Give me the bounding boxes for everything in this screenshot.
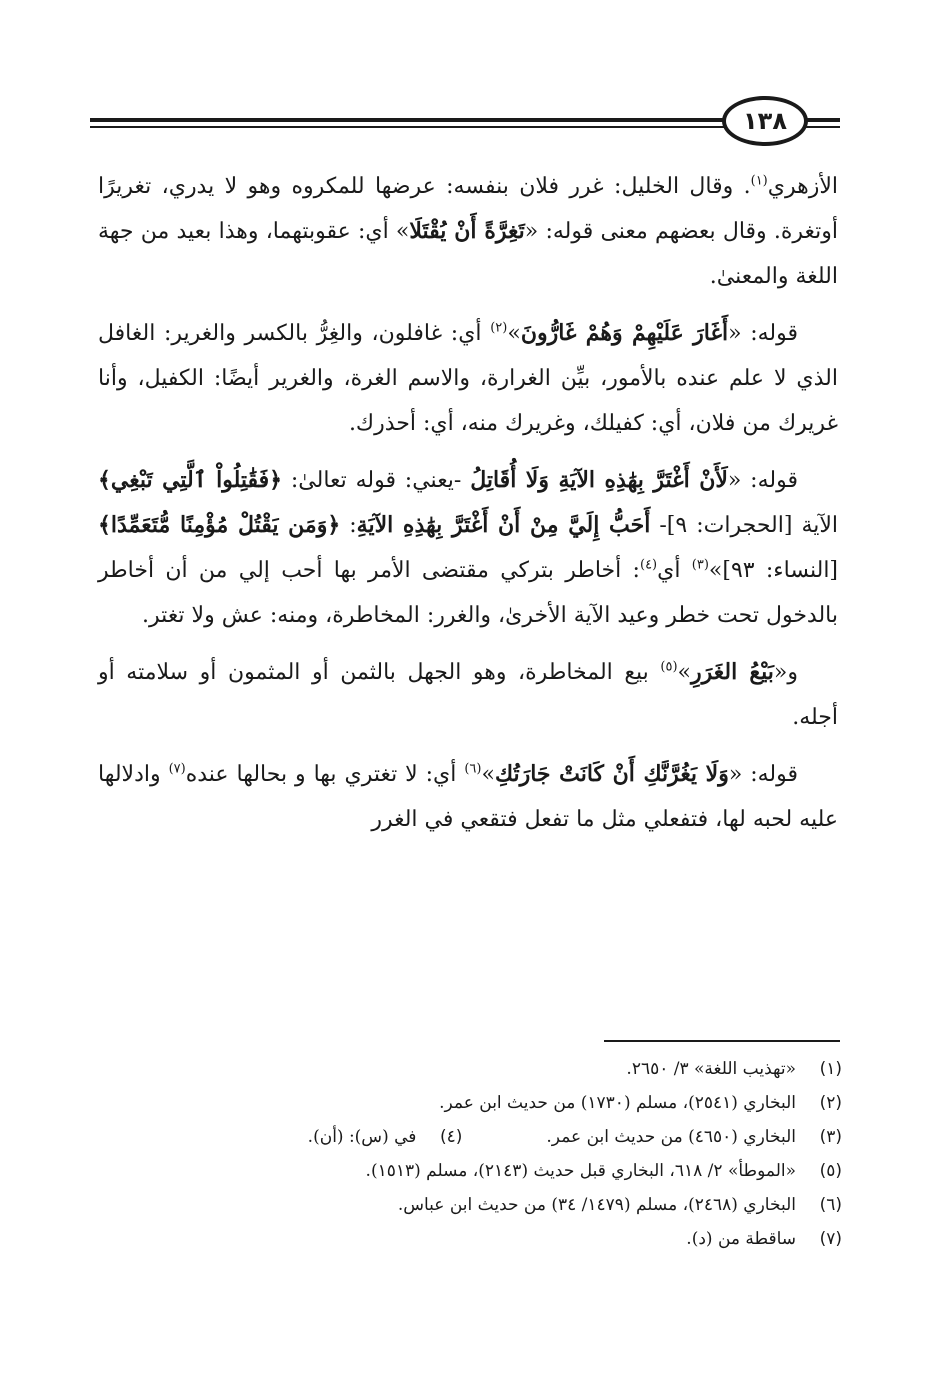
header-rule-right-thin [805, 126, 840, 128]
header-rule-thin [90, 126, 730, 128]
paragraph [98, 752, 838, 842]
text-run: : [340, 513, 357, 538]
footnote-text: «الموطأ» ٢/ ٦١٨، البخاري قبل حديث (٢١٤٣)، مسلم (١٥١٣). [365, 1161, 796, 1181]
footnote [98, 1188, 842, 1222]
footnote-text: البخاري (٤٦٥٠) من حديث ابن عمر. [546, 1127, 796, 1147]
text-run: » أي: عقوبتهما، وهذا بعيد من جهة اللغة والمعنىٰ. [98, 219, 838, 289]
footnote-number: (٣) [819, 1127, 842, 1147]
header-rule-right [805, 118, 840, 122]
text-run: الآية [الحجرات: ٩]- [650, 513, 839, 538]
paragraph [98, 164, 838, 299]
quoted-text: أَغَارَ عَلَيْهِمْ وَهُمْ غَارُّونَ [520, 320, 729, 346]
text-run: قوله: « [728, 321, 798, 346]
quoted-text: بَيْعُ الغَرَرِ [691, 659, 774, 685]
footnotes [98, 1052, 842, 1256]
text-run: وادلالها عليه لحبه لها، فتفعلي مثل ما تفعل فتقعي في الغرر [98, 762, 838, 832]
quoted-text: أَحَبُّ إِلَيَّ مِنْ أَنْ أَغْتَرَّ بِهَٰذِهِ الآيَةِ [356, 512, 651, 538]
footnote [98, 1120, 842, 1154]
quoted-text: ﴿فَقَٰتِلُواْ ٱلَّتِي تَبْغِي﴾ [98, 467, 283, 493]
header-rule [90, 118, 730, 122]
footnote-ref: (١) [750, 173, 768, 189]
paragraph [98, 311, 838, 446]
footnote-text: البخاري (٢٤٦٨)، مسلم (١٤٧٩/ ٣٤) من حديث ابن عباس. [397, 1195, 796, 1215]
text-run: و« [773, 660, 798, 685]
text-run: أي: لا تغتري بها و بحالها عنده [185, 762, 465, 787]
footnote-ref: (٤) [639, 557, 658, 573]
footnote-text: ساقطة من (د). [686, 1229, 796, 1249]
paragraph [98, 458, 838, 638]
text-run: أي: غافلون، والغِرُّ بالكسر والغرير: الغافل الذي لا علم عنده بالأمور، بيِّن الغرارة، والاسم الغرة، والغرير أيضًا: الكفيل، وأنا غريرك من فلان، أي: كفيلك، وغريرك منه، أي: أحذرك. [98, 321, 838, 436]
footnote-number: (٥) [819, 1161, 842, 1181]
footnote-separator [604, 1040, 840, 1042]
page-header [90, 96, 840, 156]
text-run: . وقال الخليل: غرر فلان بنفسه: عرضها للمكروه وهو لا يدري، تغريرًا أوتغرة. وقال بعضهم معنى قوله: « [98, 174, 838, 244]
footnote-number: (٢) [819, 1093, 842, 1113]
main-text [98, 164, 838, 854]
text-run: -يعني: قوله تعالىٰ: [282, 468, 471, 493]
footnote [98, 1086, 842, 1120]
footnote-ref: (٥) [660, 659, 678, 675]
text-run: » [677, 660, 691, 685]
paragraph [98, 650, 838, 740]
footnote-number: (١) [819, 1059, 842, 1079]
text-run: » [507, 321, 521, 346]
footnote-ref: (٣) [691, 557, 709, 573]
text-run: : أخاطر بتركي مقتضى الأمر بها أحب إلي من أن أخاطر بالدخول تحت خطر وعيد الآية الأخرىٰ، والغرر: المخاطرة، ومنه: عش ولا تغتر. [98, 558, 838, 628]
footnote [98, 1154, 842, 1188]
footnote-ref: (٢) [490, 320, 508, 336]
quoted-text: تَغِرَّةً أَنْ يُقْتَلَا [409, 218, 525, 244]
text-run: الأزهري [767, 174, 838, 199]
footnote-number: (٧) [819, 1229, 842, 1249]
text-run: » [481, 762, 495, 787]
page-number: ١٣٨ [722, 96, 808, 146]
footnote-text: البخاري (٢٥٤١)، مسلم (١٧٣٠) من حديث ابن عمر. [439, 1093, 796, 1113]
footnote-number: (٤) [439, 1127, 463, 1147]
quoted-text: ﴿وَمَن يَقْتُلْ مُؤْمِنًا مُّتَعَمِّدًا﴾ [98, 512, 341, 538]
text-run: قوله: « [727, 468, 798, 493]
footnote [98, 1222, 842, 1256]
footnote-ref: (٧) [168, 761, 186, 777]
footnote-text: في (س): (أن). [307, 1127, 417, 1147]
quoted-text: لَأَنْ أَغْتَرَّ بِهَٰذِهِ الآيَةِ وَلَا أُقَاتِلُ [470, 467, 728, 493]
text-run: قوله: « [728, 762, 799, 787]
footnote-ref: (٦) [464, 761, 482, 777]
footnote-number: (٦) [819, 1195, 842, 1215]
footnote-text: «تهذيب اللغة» ٣/ ٢٦٥٠. [626, 1059, 796, 1079]
text-run: [النساء: ٩٣]» [708, 558, 839, 583]
quoted-text: وَلَا يَغُرَّنَّكِ أَنْ كَانَتْ جَارَتُكِ [494, 761, 729, 787]
text-run: أي [657, 558, 692, 583]
footnote [98, 1052, 842, 1086]
text-run: بيع المخاطرة، وهو الجهل بالثمن أو المثمون أو سلامته أو أجله. [98, 660, 838, 730]
